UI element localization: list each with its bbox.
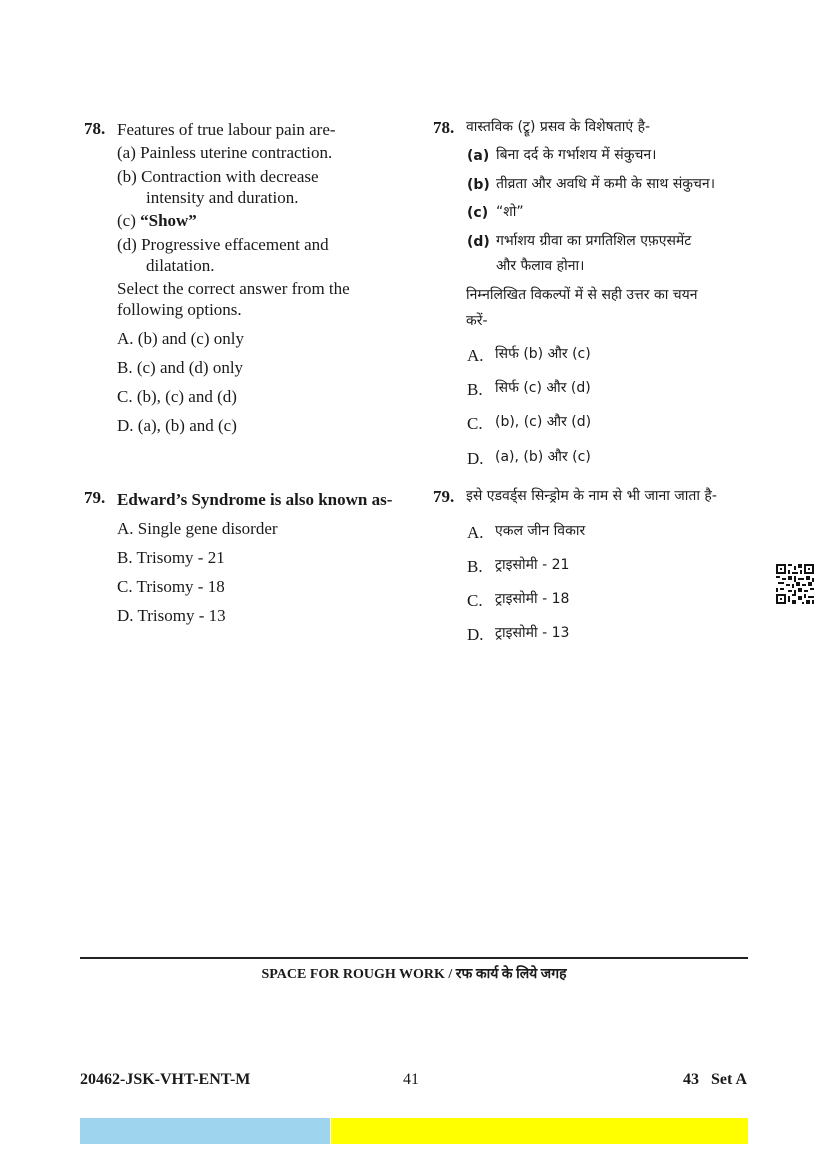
answer-d-label: D. <box>467 449 484 468</box>
answer-b: ट्राइसोमी - 21 <box>495 557 570 573</box>
option-c-label: (c) <box>467 205 489 221</box>
option-d-continued: और फैलाव होना। <box>496 258 585 274</box>
question-number: 78. <box>433 118 455 137</box>
question-number: 78. <box>84 119 106 138</box>
answer-d: D. Trisomy - 13 <box>117 606 226 625</box>
rough-work-label: SPACE FOR ROUGH WORK / रफ कार्य के लिये जगह <box>261 967 567 982</box>
color-bar-yellow <box>331 1118 748 1144</box>
answer-a: एकल जीन विकार <box>495 523 586 539</box>
option-a: (a) Painless uterine contraction. <box>117 143 333 162</box>
set-label: 43 Set A <box>683 1071 747 1088</box>
question-stem: Edward’s Syndrome is also known as- <box>117 490 393 509</box>
answer-a: A. Single gene disorder <box>117 519 278 538</box>
option-c-text: “Show” <box>140 211 197 230</box>
option-d-continued: dilatation. <box>146 256 215 275</box>
answer-b: सिर्फ (c) और (d) <box>495 380 591 396</box>
question-number: 79. <box>433 487 455 506</box>
instruction: Select the correct answer from the <box>117 279 350 298</box>
option-b-label: (b) <box>467 177 490 193</box>
option-c: “शो” <box>496 204 524 220</box>
color-bar-blue <box>80 1118 330 1144</box>
answer-c: ट्राइसोमी - 18 <box>495 591 570 607</box>
paper-code: 20462-JSK-VHT-ENT-M <box>80 1071 251 1088</box>
answer-c: C. Trisomy - 18 <box>117 577 225 596</box>
option-d: (d) Progressive effacement and <box>117 235 329 254</box>
answer-c: (b), (c) और (d) <box>495 414 592 430</box>
answer-b-label: B. <box>467 380 483 399</box>
option-b-continued: intensity and duration. <box>146 188 299 207</box>
option-d: गर्भाशय ग्रीवा का प्रगतिशिल एफ़एसमेंट <box>496 233 692 249</box>
answer-c-label: C. <box>467 591 483 610</box>
answer-a: सिर्फ (b) और (c) <box>495 346 591 362</box>
answer-a-label: A. <box>467 346 484 365</box>
option-b: (b) Contraction with decrease <box>117 167 319 186</box>
question-stem: Features of true labour pain are- <box>117 120 336 139</box>
question-stem: वास्तविक (ट्रू) प्रसव के विशेषताएं है- <box>466 119 651 135</box>
option-c-label: (c) <box>117 211 141 230</box>
instruction-continued: करें- <box>466 313 488 329</box>
question-stem: इसे एडवर्ड्स सिन्ड्रोम के नाम से भी जाना जाता है- <box>466 488 717 504</box>
answer-c-label: C. <box>467 414 483 433</box>
option-c <box>117 212 197 229</box>
answer-c: C. (b), (c) and (d) <box>117 387 237 406</box>
answer-d: D. (a), (b) and (c) <box>117 416 237 435</box>
option-d-label: (d) <box>467 234 490 250</box>
qr-code-icon <box>776 564 814 604</box>
instruction-continued: following options. <box>117 300 242 319</box>
answer-b-label: B. <box>467 557 483 576</box>
page-number: 41 <box>403 1071 419 1088</box>
answer-b: B. (c) and (d) only <box>117 358 244 377</box>
answer-d-label: D. <box>467 625 484 644</box>
option-b: तीव्रता और अवधि में कमी के साथ संकुचन। <box>496 176 716 192</box>
answer-d: ट्राइसोमी - 13 <box>495 625 570 641</box>
answer-a: A. (b) and (c) only <box>117 329 244 348</box>
rough-work-divider <box>80 957 748 959</box>
option-a: बिना दर्द के गर्भाशय में संकुचन। <box>496 147 657 163</box>
instruction: निम्नलिखित विकल्पों में से सही उत्तर का चयन <box>466 287 698 303</box>
answer-d: (a), (b) और (c) <box>495 449 591 465</box>
answer-a-label: A. <box>467 523 484 542</box>
question-number: 79. <box>84 488 106 507</box>
option-a-label: (a) <box>467 148 490 164</box>
answer-b: B. Trisomy - 21 <box>117 548 225 567</box>
